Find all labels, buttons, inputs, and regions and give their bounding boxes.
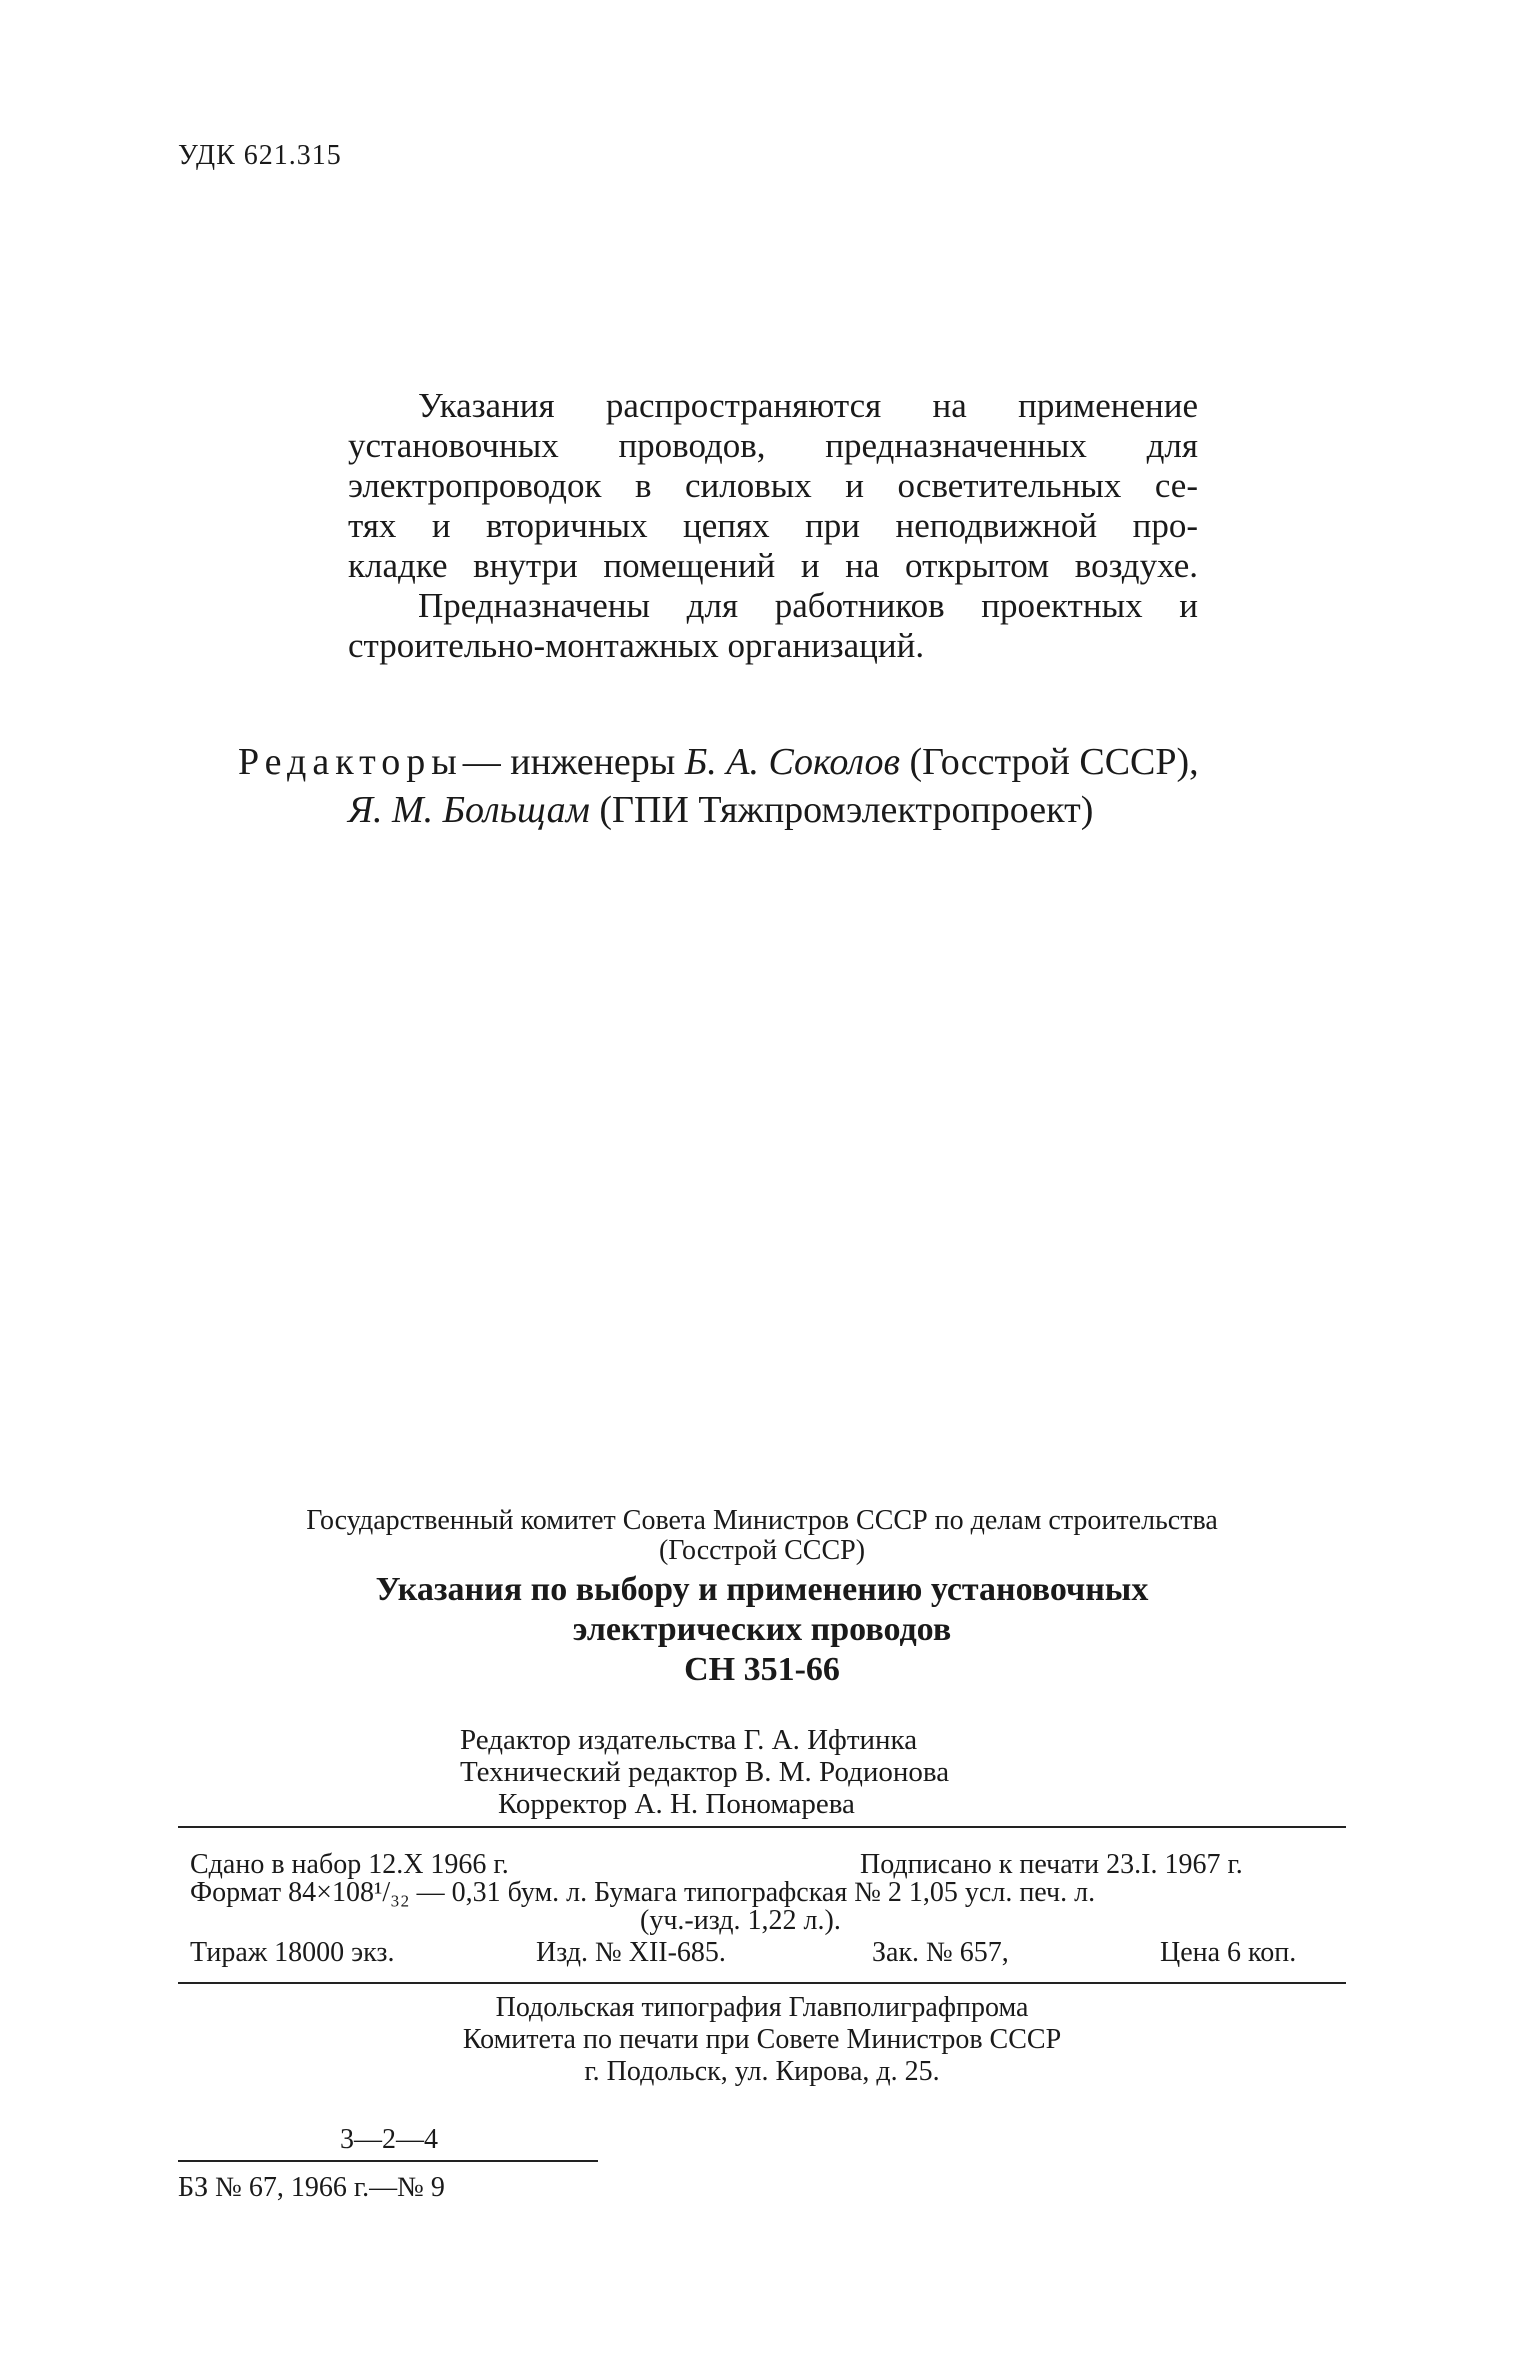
- title-line-2: электрических проводов: [572, 1611, 952, 1648]
- divider: [178, 2160, 598, 2162]
- bz-line: БЗ № 67, 1966 г.—№ 9: [178, 2172, 445, 2203]
- printer-line: г. Подольск, ул. Кирова, д. 25.: [584, 2056, 940, 2087]
- pub-order: Зак. № 657,: [872, 1937, 1009, 1968]
- staff-editor: Редактор издательства Г. А. Ифтинка: [460, 1724, 918, 1756]
- divider: [178, 1826, 1346, 1828]
- printer-line: Комитета по печати при Совете Министров СССР: [462, 2024, 1062, 2055]
- pub-signed: Подписано к печати 23.I. 1967 г.: [860, 1849, 1243, 1880]
- pub-format: Формат 84×108¹/₃₂ — 0,31 бум. л. Бумага типографская № 2 1,05 усл. печ. л.: [190, 1877, 1096, 1908]
- abstract-line: Предназначены для работников проектных и: [418, 586, 1198, 625]
- pub-uch: (уч.-изд. 1,22 л.).: [640, 1905, 841, 1936]
- editors: [238, 738, 1199, 834]
- pub-price: Цена 6 коп.: [1160, 1937, 1297, 1968]
- abstract-line: электропроводок в силовых и осветительных се-: [348, 466, 1198, 505]
- editor-name-1: Б. А. Соколов: [684, 741, 900, 783]
- abstract-line: установочных проводов, предназначенных для: [348, 426, 1198, 465]
- editors-rest: — инженеры: [462, 741, 676, 783]
- committee-name: Государственный комитет Совета Министров СССР по делам строительства: [306, 1505, 1218, 1536]
- committee: [178, 1506, 1346, 1566]
- editors-line-2: [238, 786, 1199, 834]
- abstract-line: тях и вторичных цепях при неподвижной про-: [348, 506, 1198, 545]
- editors-role: Редакторы: [238, 741, 463, 783]
- udk-index: УДК 621.315: [178, 140, 342, 171]
- document-code: СН 351-66: [684, 1651, 840, 1688]
- editor-name-2: Я. М. Больщам: [348, 789, 590, 831]
- printer-line: Подольская типография Главполиграфпрома: [495, 1992, 1029, 2023]
- abstract-line: кладке внутри помещений и на открытом воздухе.: [348, 546, 1198, 585]
- staff-tech-editor: Технический редактор В. М. Родионова: [460, 1756, 950, 1788]
- committee-short: (Госстрой СССР): [658, 1535, 866, 1566]
- staff-list: [460, 1724, 949, 1820]
- document-title: [178, 1570, 1346, 1690]
- editor-org-2: (ГПИ Тяжпромэлектропроект): [599, 789, 1094, 831]
- printer-info: [178, 1992, 1346, 2088]
- divider: [178, 1982, 1346, 1984]
- abstract-line: Указания распространяются на применение: [418, 386, 1198, 425]
- staff-proofreader: Корректор А. Н. Пономарева: [498, 1788, 855, 1820]
- pub-submitted: Сдано в набор 12.X 1966 г.: [190, 1849, 509, 1880]
- pub-izd: Изд. № XII-685.: [536, 1937, 726, 1968]
- editors-line-1: [238, 738, 1199, 786]
- editor-org-1: (Госстрой СССР),: [909, 741, 1199, 783]
- title-line-1: Указания по выбору и применению установочных: [375, 1571, 1149, 1608]
- abstract-line: строительно-монтажных организаций.: [348, 626, 925, 665]
- pub-run: Тираж 18000 экз.: [190, 1937, 395, 1968]
- bz-code: 3—2—4: [340, 2124, 438, 2155]
- abstract: [348, 386, 1198, 666]
